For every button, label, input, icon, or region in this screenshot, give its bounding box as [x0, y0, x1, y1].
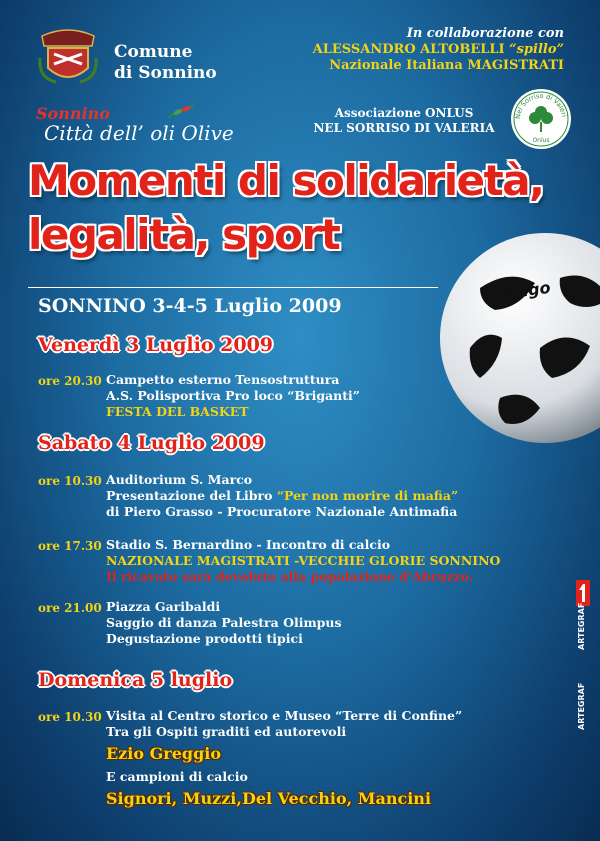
printer-logo-icon — [568, 580, 594, 740]
event-time: ore 21.00 — [38, 601, 102, 615]
event-highlight: FESTA DEL BASKET — [106, 404, 249, 419]
event-time: ore 20.30 — [38, 374, 102, 388]
day-label-friday: Venerdì 3 Luglio 2009 — [38, 334, 274, 356]
comune-line2: di Sonnino — [114, 63, 217, 83]
event-line: Stadio S. Bernardino - Incontro di calcio — [106, 537, 391, 552]
collab-name — [313, 42, 564, 58]
ball-brand-text: Tango — [495, 277, 552, 304]
event-dates: SONNINO 3-4-5 Luglio 2009 — [38, 295, 342, 317]
event-time: ore 17.30 — [38, 539, 102, 553]
event-line: Visita al Centro storico e Museo “Terre di Confine” — [106, 708, 463, 723]
event-line: Auditorium S. Marco — [106, 472, 253, 487]
sonnino-logo-text: Sonnino — [36, 104, 110, 123]
guest-name: Ezio Greggio — [106, 744, 221, 763]
olive-branch-icon — [166, 104, 196, 120]
collab-team: Nazionale Italiana MAGISTRATI — [329, 58, 564, 73]
clover-logo-text: Nel Sorriso di Valeri — [513, 91, 568, 120]
collaboration-block — [313, 26, 564, 74]
event-saturday-1 — [106, 472, 458, 520]
event-line: Piazza Garibaldi — [106, 599, 221, 614]
event-line-prefix: Presentazione del Libro — [106, 488, 277, 503]
onlus-clover-logo-icon — [510, 88, 572, 150]
collab-nick: “spillo” — [509, 42, 564, 57]
onlus-block — [306, 106, 502, 136]
event-line: Degustazione prodotti tipici — [106, 631, 303, 646]
event-line: di Piero Grasso - Procuratore Nazionale Antimafia — [106, 504, 458, 519]
onlus-line2: NEL SORRISO DI VALERIA — [313, 121, 495, 135]
book-title: “Per non morire di mafia” — [276, 488, 459, 503]
day-label-saturday: Sabato 4 Luglio 2009 — [38, 432, 265, 454]
comune-crest-icon — [36, 18, 100, 88]
event-line: A.S. Polisportiva Pro loco “Briganti” — [106, 388, 360, 403]
title-line1: Momenti di solidarietà, — [28, 156, 544, 205]
event-line: Tra gli Ospiti graditi ed autorevoli — [106, 724, 347, 739]
citta-olive-logo-text: Città dell’ oli Olive — [44, 121, 234, 145]
onlus-line1: Associazione ONLUS — [334, 106, 474, 120]
printer-name-1: ARTEGRAF — [577, 602, 586, 650]
event-time: ore 10.30 — [38, 474, 102, 488]
clover-logo-sub: Onlus — [532, 137, 550, 144]
printer-name-2: ARTEGRAF — [577, 682, 586, 730]
day-label-sunday: Domenica 5 luglio — [38, 669, 233, 691]
event-line: Campetto esterno Tensostruttura — [106, 372, 340, 387]
title-line2: legalità, sport — [28, 210, 340, 259]
event-charity-note: Il ricavato sarà devoluto alla popolazione d’Abruzzo. — [106, 569, 474, 584]
event-line: E campioni di calcio — [106, 769, 248, 784]
event-line — [106, 488, 458, 504]
collab-intro: In collaborazione con — [406, 26, 564, 41]
event-friday — [106, 372, 360, 420]
soccer-ball-icon — [440, 228, 600, 448]
comune-line1: Comune — [114, 42, 193, 62]
divider — [28, 287, 438, 288]
event-sunday — [106, 708, 462, 808]
event-line: Saggio di danza Palestra Olimpus — [106, 615, 342, 630]
event-highlight: NAZIONALE MAGISTRATI -VECCHIE GLORIE SONNINO — [106, 553, 501, 568]
collab-name-text: ALESSANDRO ALTOBELLI — [312, 42, 510, 57]
event-saturday-3 — [106, 599, 342, 647]
comune-name — [114, 42, 217, 84]
champions-names: Signori, Muzzi,Del Vecchio, Mancini — [106, 789, 432, 808]
event-saturday-2 — [106, 537, 500, 585]
event-time: ore 10.30 — [38, 710, 102, 724]
